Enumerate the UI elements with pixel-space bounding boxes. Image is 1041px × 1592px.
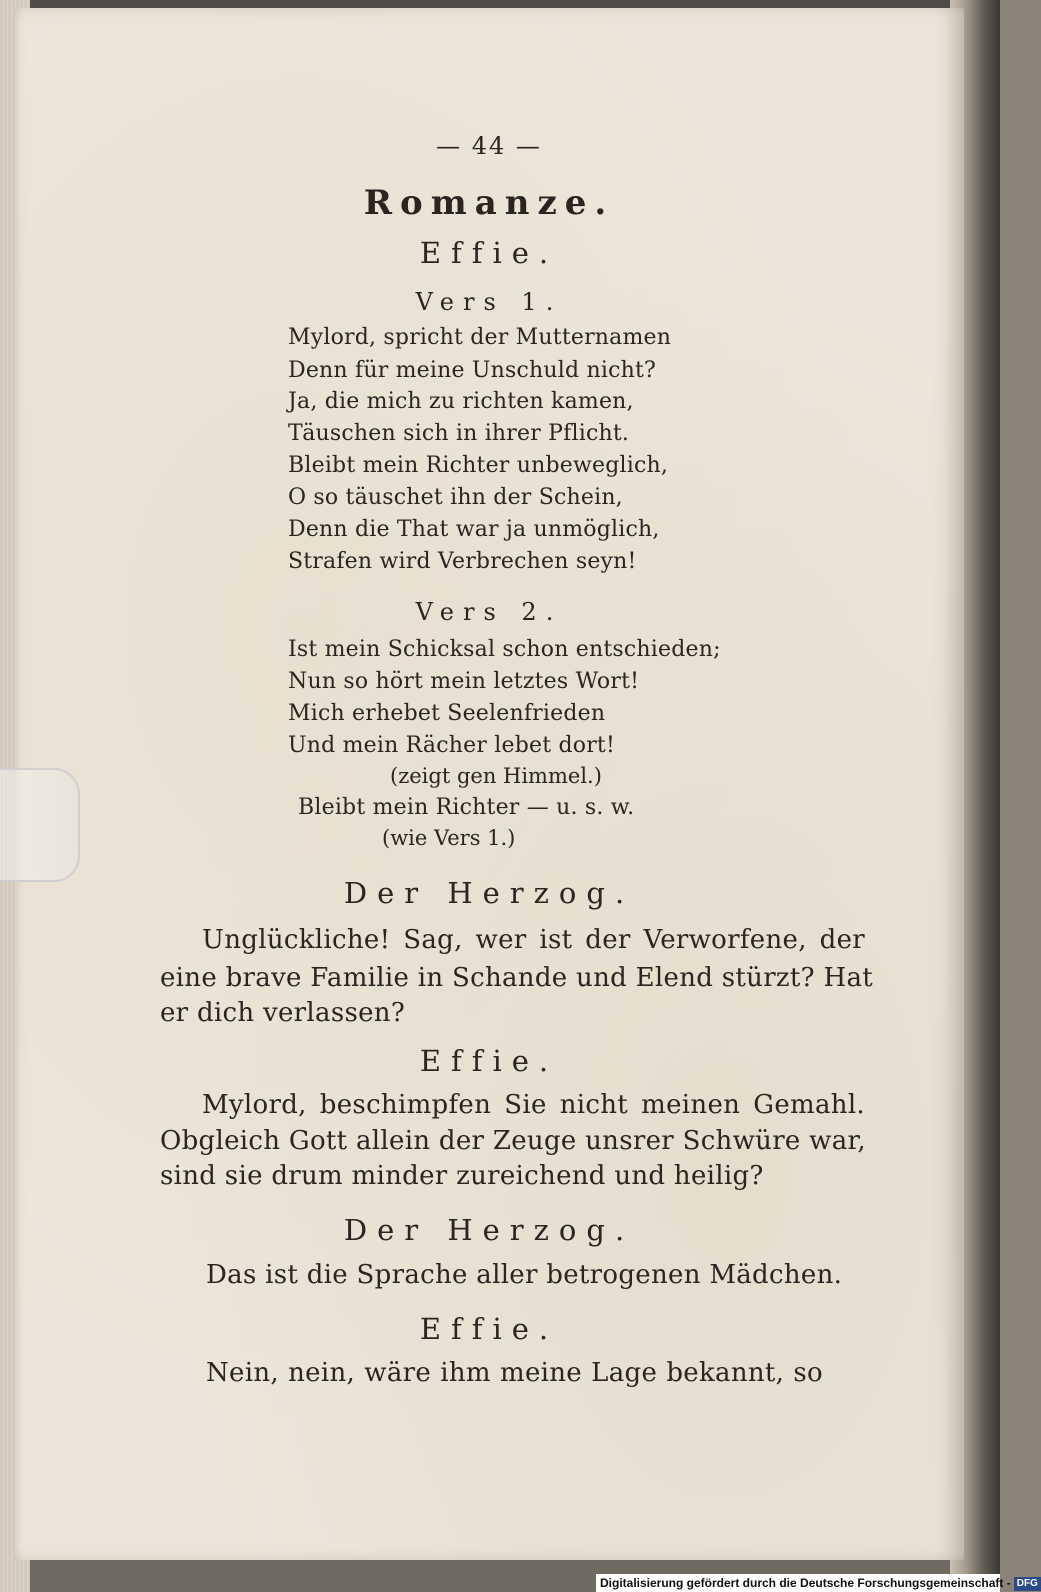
- verse-line: Strafen wird Verbrechen seyn!: [288, 549, 637, 574]
- verse-heading: Vers 2.: [415, 598, 563, 626]
- book-page: [14, 8, 964, 1560]
- speaker-name: Effie.: [419, 236, 559, 270]
- digitization-credit: [596, 1574, 1038, 1592]
- verse-line: Mich erhebet Seelenfrieden: [288, 701, 606, 726]
- prose-line: eine brave Familie in Schande und Elend stürzt? Hat: [160, 963, 873, 993]
- stage-direction: (wie Vers 1.): [382, 826, 516, 850]
- speaker-name: Effie.: [419, 1312, 559, 1346]
- dfg-logo: DFG: [1014, 1577, 1041, 1591]
- paper-clip-tab: [0, 768, 80, 882]
- prose-line: Obgleich Gott allein der Zeuge unsrer Schwüre war,: [160, 1126, 866, 1156]
- verse-line: Und mein Rächer lebet dort!: [288, 733, 615, 758]
- credit-text: Digitalisierung gefördert durch die Deutsche Forschungsgemeinschaft -: [600, 1576, 1011, 1590]
- prose-line: Mylord, beschimpfen Sie nicht meinen Gemahl.: [202, 1090, 865, 1120]
- verse-line: Nun so hört mein letztes Wort!: [288, 669, 640, 694]
- speaker-name: Der Herzog.: [343, 1213, 635, 1247]
- prose-line: Nein, nein, wäre ihm meine Lage bekannt, so: [206, 1358, 823, 1388]
- verse-line: Denn die That war ja unmöglich,: [288, 517, 660, 542]
- verse-line: Denn für meine Unschuld nicht?: [288, 358, 657, 383]
- verse-line: Bleibt mein Richter — u. s. w.: [298, 795, 635, 820]
- prose-line: sind sie drum minder zureichend und heilig?: [160, 1161, 764, 1191]
- verse-line: Ist mein Schicksal schon entschieden;: [288, 637, 721, 662]
- prose-line: Unglückliche! Sag, wer ist der Verworfene, der: [202, 925, 865, 955]
- speaker-name: Der Herzog.: [343, 876, 635, 910]
- page-number: — 44 —: [436, 132, 542, 160]
- verse-line: Täuschen sich in ihrer Pflicht.: [288, 421, 630, 446]
- section-title: Romanze.: [363, 183, 615, 223]
- prose-line: Das ist die Sprache aller betrogenen Mädchen.: [206, 1260, 843, 1290]
- prose-line: er dich verlassen?: [160, 998, 406, 1028]
- speaker-name: Effie.: [419, 1044, 559, 1078]
- stage-direction: (zeigt gen Himmel.): [390, 764, 602, 788]
- verse-line: Ja, die mich zu richten kamen,: [288, 389, 634, 414]
- verse-line: Bleibt mein Richter unbeweglich,: [288, 453, 669, 478]
- verse-line: O so täuschet ihn der Schein,: [288, 485, 623, 510]
- verse-heading: Vers 1.: [415, 288, 563, 316]
- verse-line: Mylord, spricht der Mutternamen: [288, 325, 672, 350]
